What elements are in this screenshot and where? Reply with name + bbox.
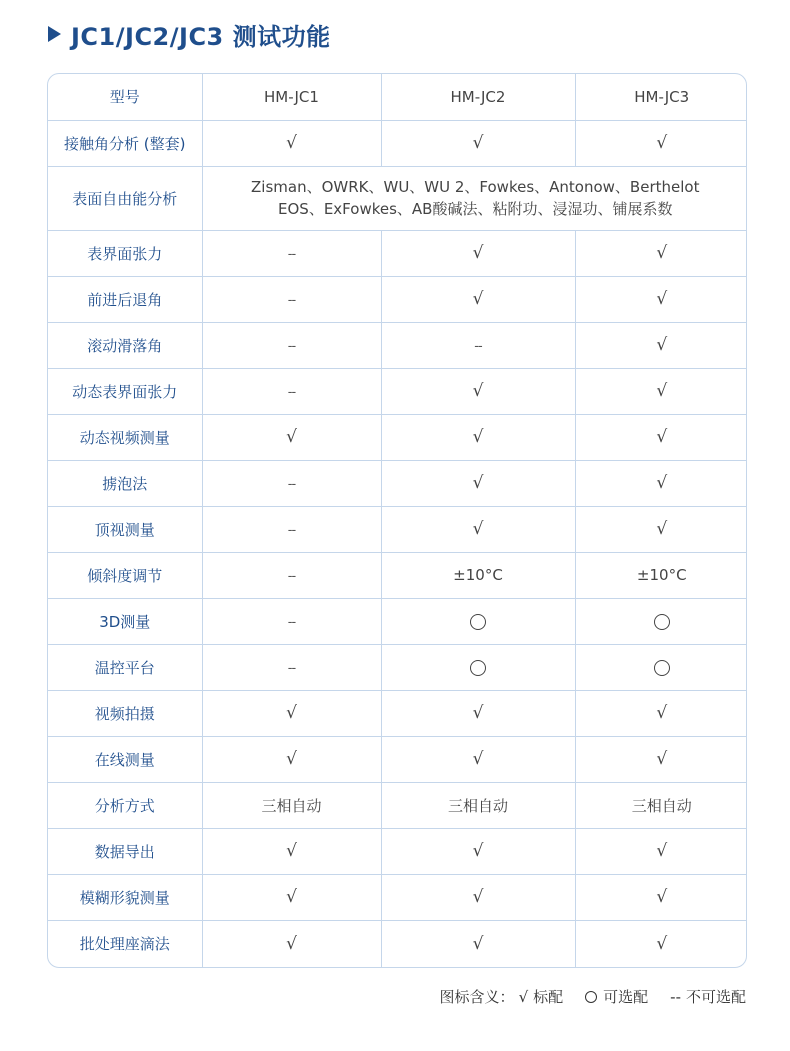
cell-col-1 (202, 874, 381, 920)
cell-text: 三相自动 (261, 796, 322, 815)
check-icon: √ (656, 381, 668, 401)
cell-col-3 (575, 598, 747, 644)
cell-text: ±10°C (636, 566, 687, 584)
check-icon: √ (472, 703, 484, 723)
dash-icon: -- (287, 385, 296, 400)
table-row (48, 506, 747, 552)
cell-col-1 (202, 460, 381, 506)
cell-col-1 (202, 828, 381, 874)
check-icon: √ (472, 887, 484, 907)
dash-icon: -- (474, 339, 482, 354)
cell-col-2 (381, 506, 575, 552)
row-label: 滚动滑落角 (48, 322, 202, 368)
legend-standard-label: 标配 (533, 988, 564, 1006)
check-icon: √ (472, 933, 484, 954)
table-row (48, 230, 747, 276)
cell-col-2 (381, 598, 575, 644)
triangle-bullet-icon (48, 26, 61, 42)
check-icon: √ (656, 841, 668, 861)
cell-col-1 (202, 276, 381, 322)
cell-col-1 (202, 506, 381, 552)
check-icon: √ (472, 289, 484, 309)
cell-col-2 (381, 230, 575, 276)
table-row (48, 782, 747, 828)
cell-col-3 (575, 368, 747, 414)
cell-col-1 (202, 230, 381, 276)
row-label: 表界面张力 (48, 230, 202, 276)
table-row (48, 736, 747, 782)
circle-icon (654, 660, 670, 676)
cell-col-3 (575, 920, 747, 967)
page-title (48, 16, 331, 52)
dash-icon: -- (287, 569, 296, 584)
cell-col-1 (202, 644, 381, 690)
cell-col-1 (202, 414, 381, 460)
feature-table (47, 73, 747, 968)
table-row (48, 276, 747, 322)
cell-col-2 (381, 920, 575, 967)
check-icon: √ (286, 703, 297, 723)
row-label: 视频拍摄 (48, 690, 202, 736)
check-icon: √ (286, 933, 297, 954)
dash-icon: -- (287, 477, 296, 492)
row-label: 动态视频测量 (48, 414, 202, 460)
row-label: 接触角分析 (整套) (48, 120, 202, 166)
table-row (48, 460, 747, 506)
legend-optional-label: 可选配 (603, 988, 649, 1006)
table-row (48, 920, 747, 967)
cell-col-3 (575, 230, 747, 276)
table-row (48, 120, 747, 166)
check-icon: √ (472, 133, 484, 153)
dash-icon: -- (287, 523, 296, 538)
legend-optional (585, 986, 648, 1007)
cell-col-2 (381, 460, 575, 506)
check-icon: √ (472, 473, 484, 493)
table-row (48, 368, 747, 414)
check-icon: √ (656, 519, 668, 539)
cell-text: 三相自动 (631, 796, 692, 815)
cell-col-3 (575, 828, 747, 874)
feature-table-grid (48, 74, 747, 967)
cell-col-2 (381, 276, 575, 322)
table-row (48, 166, 747, 230)
dash-icon: -- (287, 661, 296, 676)
check-icon: √ (472, 427, 484, 447)
row-label: 倾斜度调节 (48, 552, 202, 598)
cell-col-1 (202, 920, 381, 967)
row-label: 前进后退角 (48, 276, 202, 322)
cell-col-1 (202, 322, 381, 368)
row-label: 3D测量 (48, 598, 202, 644)
table-row (48, 552, 747, 598)
cell-text: 三相自动 (447, 796, 508, 815)
cell-col-2 (381, 874, 575, 920)
cell-col-2 (381, 120, 575, 166)
table-header-row (48, 74, 747, 120)
row-label: 分析方式 (48, 782, 202, 828)
circle-icon (470, 614, 486, 630)
check-icon: √ (656, 749, 668, 769)
check-icon: √ (656, 887, 668, 907)
cell-text: ±10°C (453, 566, 503, 584)
cell-col-1 (202, 736, 381, 782)
row-label: 在线测量 (48, 736, 202, 782)
header-model: 型号 (48, 74, 202, 120)
check-icon: √ (286, 887, 297, 907)
circle-icon (470, 660, 486, 676)
row-label: 表面自由能分析 (48, 166, 202, 230)
check-icon: √ (656, 933, 668, 954)
check-icon: √ (472, 519, 484, 539)
row-label: 模糊形貌测量 (48, 874, 202, 920)
cell-col-1 (202, 552, 381, 598)
row-label: 顶视测量 (48, 506, 202, 552)
check-icon: √ (286, 841, 297, 861)
dash-icon: -- (670, 987, 681, 1006)
span-line: Zisman、OWRK、WU、WU 2、Fowkes、Antonow、Berthelot (251, 178, 700, 196)
cell-col-1 (202, 120, 381, 166)
dash-icon: -- (287, 615, 296, 630)
page-title-text: JC1/JC2/JC3 测试功能 (71, 22, 331, 51)
cell-col-3 (575, 690, 747, 736)
cell-col-2 (381, 322, 575, 368)
dash-icon: -- (287, 339, 296, 354)
check-icon: √ (656, 703, 668, 723)
cell-col-3 (575, 322, 747, 368)
dash-icon: -- (287, 247, 296, 262)
cell-col-3 (575, 782, 747, 828)
cell-col-1 (202, 598, 381, 644)
dash-icon: -- (287, 293, 296, 308)
check-icon: √ (656, 289, 668, 309)
legend (440, 986, 746, 1007)
check-icon: √ (518, 987, 529, 1006)
check-icon: √ (656, 133, 668, 153)
row-label: 温控平台 (48, 644, 202, 690)
cell-col-3 (575, 736, 747, 782)
check-icon: √ (656, 335, 668, 355)
cell-col-3 (575, 414, 747, 460)
header-col-2: HM-JC2 (381, 74, 575, 120)
check-icon: √ (656, 473, 668, 493)
cell-col-1 (202, 368, 381, 414)
cell-col-3 (575, 460, 747, 506)
table-row (48, 414, 747, 460)
row-label: 动态表界面张力 (48, 368, 202, 414)
check-icon: √ (286, 427, 297, 447)
span-cell (202, 166, 747, 230)
cell-col-2 (381, 828, 575, 874)
circle-icon (585, 991, 597, 1003)
cell-col-3 (575, 644, 747, 690)
table-row (48, 690, 747, 736)
check-icon: √ (286, 749, 297, 769)
cell-col-3 (575, 874, 747, 920)
header-col-1: HM-JC1 (202, 74, 381, 120)
cell-col-2 (381, 552, 575, 598)
cell-col-2 (381, 414, 575, 460)
row-label: 掳泡法 (48, 460, 202, 506)
span-line: EOS、ExFowkes、AB酸碱法、粘附功、浸湿功、铺展系数 (278, 200, 673, 218)
table-row (48, 828, 747, 874)
header-col-3: HM-JC3 (575, 74, 747, 120)
table-row (48, 598, 747, 644)
cell-col-3 (575, 276, 747, 322)
legend-standard (519, 986, 564, 1007)
check-icon: √ (286, 133, 297, 153)
check-icon: √ (472, 243, 484, 263)
cell-col-3 (575, 120, 747, 166)
cell-col-3 (575, 552, 747, 598)
check-icon: √ (472, 841, 484, 861)
cell-col-1 (202, 690, 381, 736)
row-label: 批处理座滴法 (48, 920, 202, 967)
cell-col-2 (381, 782, 575, 828)
check-icon: √ (472, 381, 484, 401)
cell-col-3 (575, 506, 747, 552)
cell-col-2 (381, 736, 575, 782)
table-row (48, 644, 747, 690)
check-icon: √ (656, 427, 668, 447)
table-row (48, 874, 747, 920)
cell-col-2 (381, 368, 575, 414)
cell-col-2 (381, 644, 575, 690)
legend-unavailable (670, 986, 746, 1007)
cell-col-1 (202, 782, 381, 828)
check-icon: √ (472, 749, 484, 769)
check-icon: √ (656, 243, 668, 263)
cell-col-2 (381, 690, 575, 736)
row-label: 数据导出 (48, 828, 202, 874)
circle-icon (654, 614, 670, 630)
table-row (48, 322, 747, 368)
legend-prefix: 图标含义： (439, 988, 515, 1006)
legend-unavailable-label: 不可选配 (685, 988, 746, 1006)
